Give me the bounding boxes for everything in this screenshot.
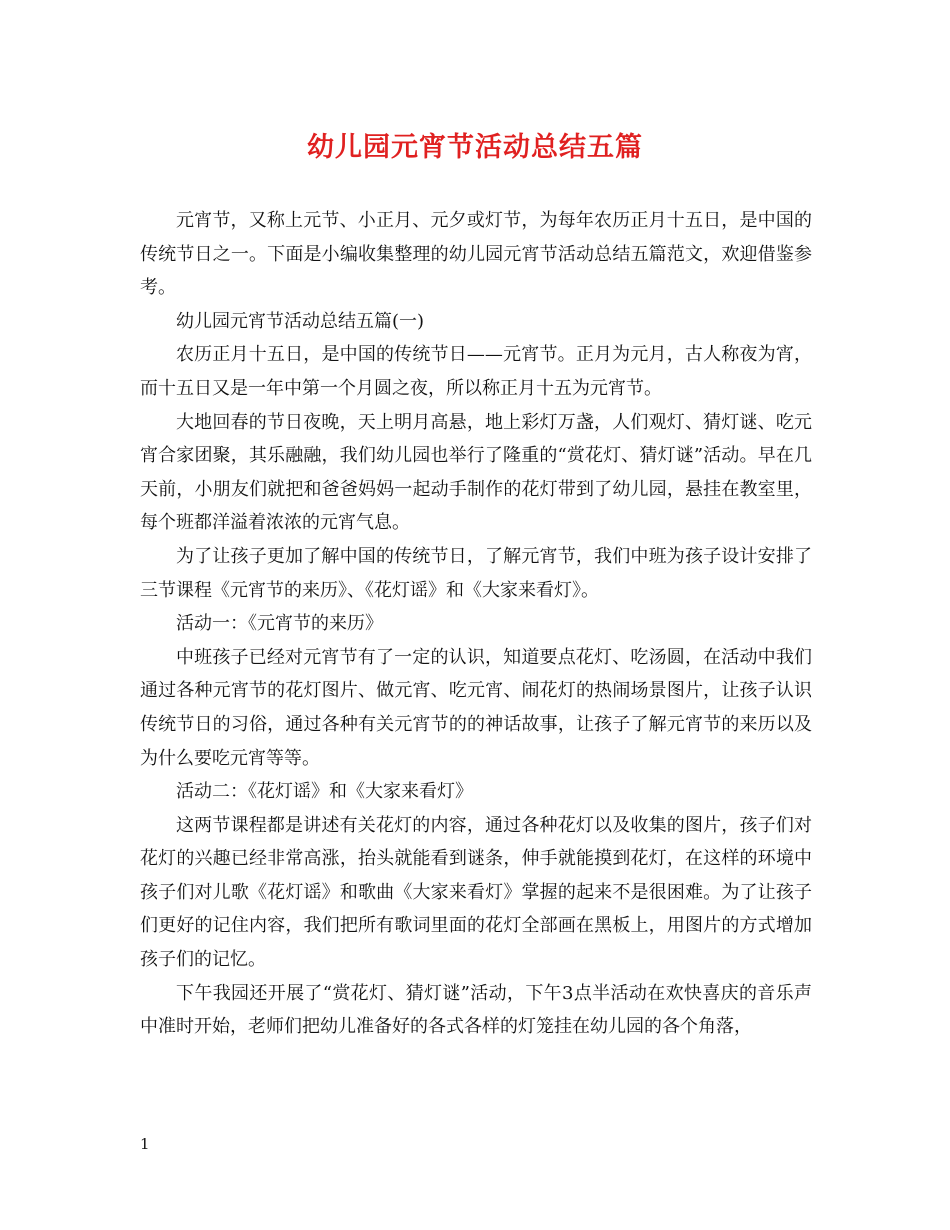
page-number: 1 [140, 1135, 150, 1153]
paragraph: 为了让孩子更加了解中国的传统节日，了解元宵节，我们中班为孩子设计安排了三节课程《元宵节的来历》、《花灯谣》和《大家来看灯》。 [140, 545, 812, 601]
paragraph-intro: 元宵节，又称上元节、小正月、元夕或灯节，为每年农历正月十五日，是中国的传统节日之一。下面是小编收集整理的幼儿园元宵节活动总结五篇范文，欢迎借鉴参考。 [140, 210, 812, 299]
activity-heading-1: 活动一：《元宵节的来历》 [176, 613, 383, 635]
paragraph: 大地回春的节日夜晚，天上明月高悬，地上彩灯万盏，人们观灯、猜灯谜、吃元宵合家团聚，其乐融融，我们幼儿园也举行了隆重的“赏花灯、猜灯谜”活动。早在几天前，小朋友们就把和爸爸妈妈一起动手制作的花灯带到了幼儿园，悬挂在教室里，每个班都洋溢着浓浓的元宵气息。 [140, 411, 812, 534]
paragraph: 中班孩子已经对元宵节有了一定的认识，知道要点花灯、吃汤圆，在活动中我们通过各种元宵节的花灯图片、做元宵、吃元宵、闹花灯的热闹场景图片，让孩子认识传统节日的习俗，通过各种有关元宵节的的神话故事，让孩子了解元宵节的来历以及为什么要吃元宵等等。 [140, 646, 812, 769]
paragraph: 下午我园还开展了“赏花灯、猜灯谜”活动，下午3点半活动在欢快喜庆的音乐声中准时开始，老师们把幼儿准备好的各式各样的灯笼挂在幼儿园的各个角落， [140, 982, 812, 1038]
document-title: 幼儿园元宵节活动总结五篇 [307, 132, 643, 163]
paragraph: 农历正月十五日，是中国的传统节日——元宵节。正月为元月，古人称夜为宵，而十五日又是一年中第一个月圆之夜，所以称正月十五为元宵节。 [140, 344, 812, 399]
document-body [140, 204, 812, 1044]
activity-heading-2: 活动二：《花灯谣》和《大家来看灯》 [176, 781, 473, 803]
section-heading-1: 幼儿园元宵节活动总结五篇(一) [176, 310, 425, 332]
paragraph: 这两节课程都是讲述有关花灯的内容，通过各种花灯以及收集的图片，孩子们对花灯的兴趣已经非常高涨，抬头就能看到谜条，伸手就能摸到花灯，在这样的环境中孩子们对儿歌《花灯谣》和歌曲《大家来看灯》掌握的起来不是很困难。为了让孩子们更好的记住内容，我们把所有歌词里面的花灯全部画在黑板上，用图片的方式增加孩子们的记忆。 [140, 814, 812, 971]
